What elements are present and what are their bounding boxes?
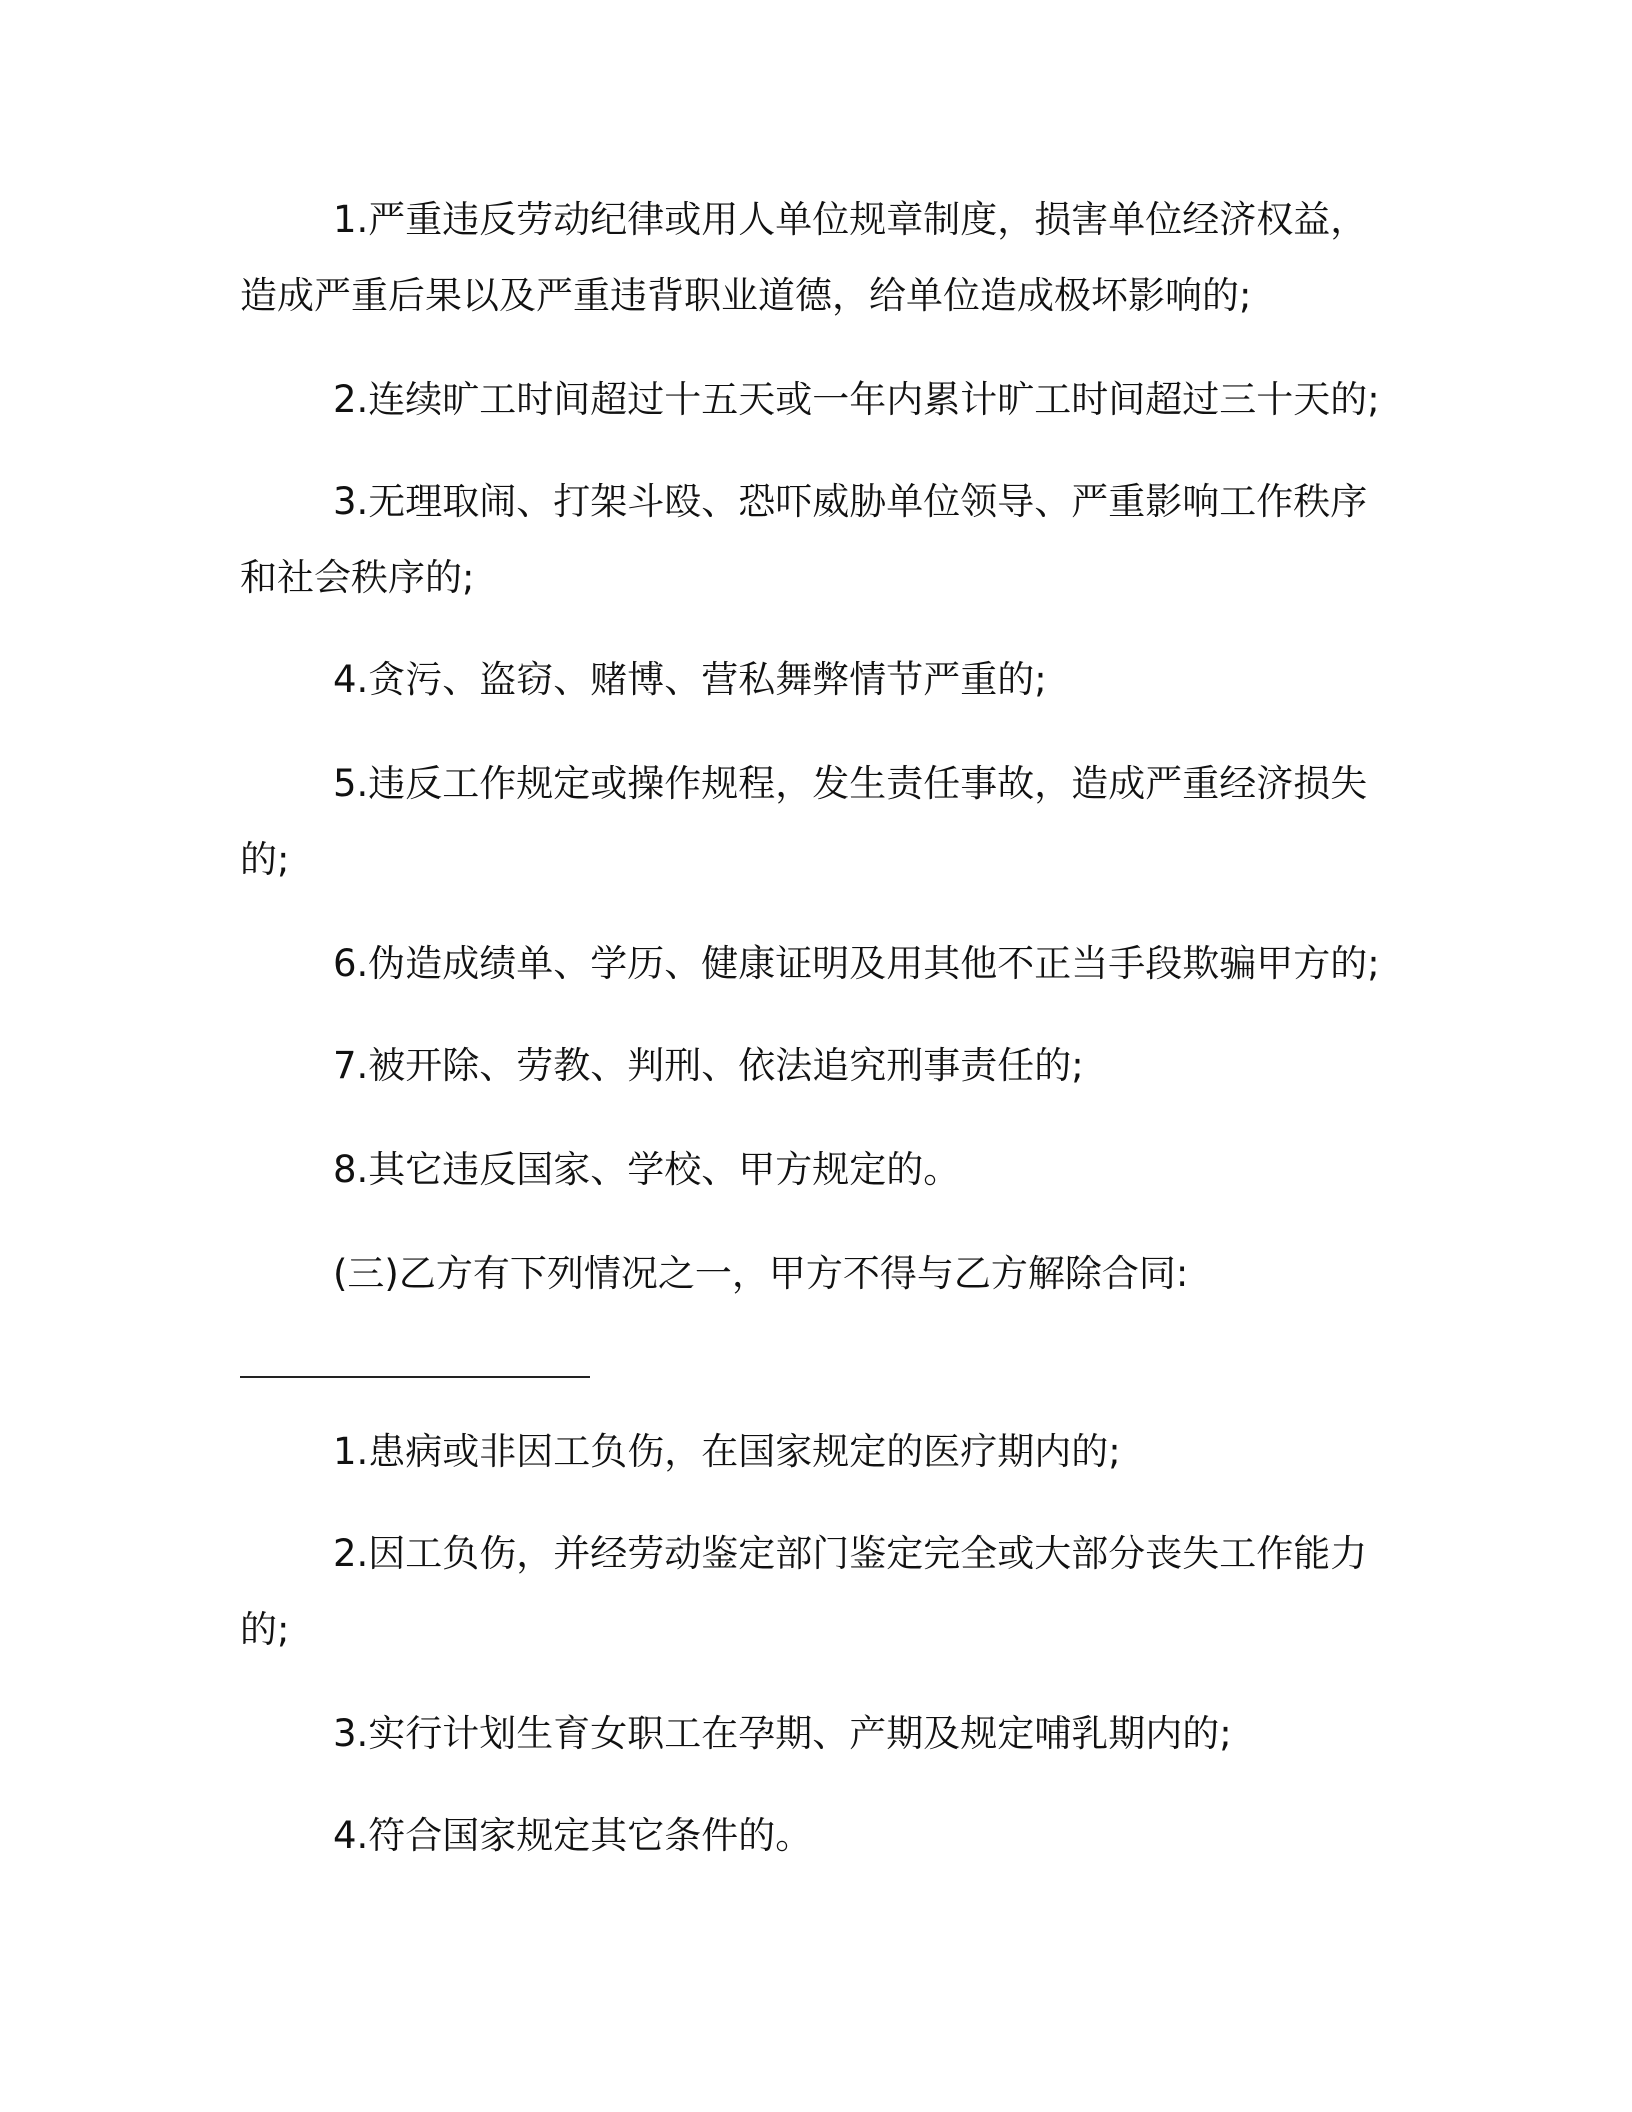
clause-1-line-2: 造成严重后果以及严重违背职业道德，给单位造成极坏影响的; <box>240 274 1252 317</box>
protected-clause-2-line-1: 2.因工负伤，并经劳动鉴定部门鉴定完全或大部分丧失工作能力 <box>333 1532 1368 1575</box>
clause-8: 8.其它违反国家、学校、甲方规定的。 <box>333 1148 961 1191</box>
clause-3-line-2: 和社会秩序的; <box>240 556 475 599</box>
clause-7: 7.被开除、劳教、判刑、依法追究刑事责任的; <box>333 1044 1084 1087</box>
clause-5-line-1: 5.违反工作规定或操作规程，发生责任事故，造成严重经济损失 <box>333 762 1368 805</box>
clause-3-line-1: 3.无理取闹、打架斗殴、恐吓威胁单位领导、严重影响工作秩序 <box>333 480 1368 523</box>
clause-2: 2.连续旷工时间超过十五天或一年内累计旷工时间超过三十天的; <box>333 378 1380 421</box>
protected-clause-2-line-2: 的; <box>240 1608 290 1651</box>
protected-clause-3: 3.实行计划生育女职工在孕期、产期及规定哺乳期内的; <box>333 1712 1232 1755</box>
fill-in-blank-line <box>240 1376 590 1378</box>
protected-clause-4: 4.符合国家规定其它条件的。 <box>333 1814 813 1857</box>
protected-clause-1: 1.患病或非因工负伤，在国家规定的医疗期内的; <box>333 1430 1121 1473</box>
clause-1-line-1: 1.严重违反劳动纪律或用人单位规章制度，损害单位经济权益， <box>333 198 1368 241</box>
clause-6: 6.伪造成绩单、学历、健康证明及用其他不正当手段欺骗甲方的; <box>333 942 1380 985</box>
clause-5-line-2: 的; <box>240 838 290 881</box>
section-heading: (三)乙方有下列情况之一，甲方不得与乙方解除合同: <box>333 1252 1189 1295</box>
clause-4: 4.贪污、盗窃、赌博、营私舞弊情节严重的; <box>333 658 1047 701</box>
